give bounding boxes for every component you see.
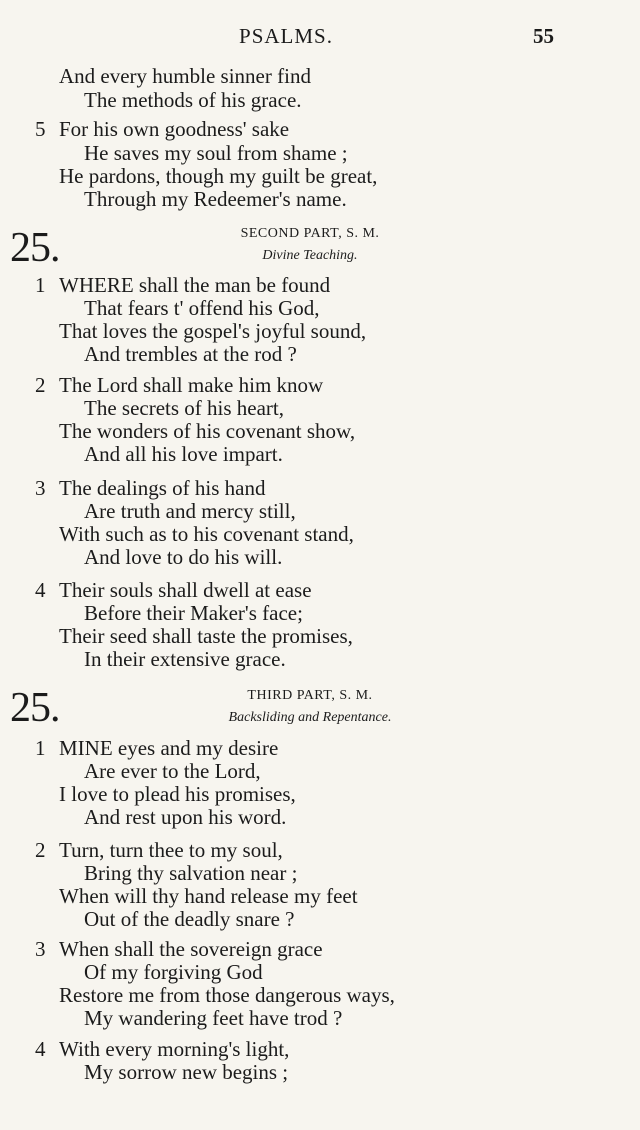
verse-line: Out of the deadly snare ? xyxy=(84,907,295,931)
verse-number: 3 xyxy=(35,937,46,961)
verse-line: Are ever to the Lord, xyxy=(84,759,261,783)
verse-line: My sorrow new begins ; xyxy=(84,1060,289,1084)
verse-line: With such as to his covenant stand, xyxy=(59,522,354,546)
page-number: 55 xyxy=(533,24,554,48)
verse-line: I love to plead his promises, xyxy=(59,782,296,806)
hymn-part-title: THIRD PART, S. M. xyxy=(247,688,373,703)
verse-line: And all his love impart. xyxy=(84,442,283,466)
verse-line: WHERE shall the man be found xyxy=(59,273,331,297)
verse-line: For his own goodness' sake xyxy=(59,117,290,141)
verse-number: 3 xyxy=(35,476,46,500)
verse-line: Of my forgiving God xyxy=(84,960,263,984)
verse-number: 4 xyxy=(35,578,46,602)
verse-line: And rest upon his word. xyxy=(84,805,287,829)
hymn-subtitle: Backsliding and Repentance. xyxy=(228,710,392,725)
page-header-title: PSALMS. xyxy=(239,24,333,48)
verse-line: The Lord shall make him know xyxy=(59,373,324,397)
verse-line: When will thy hand release my feet xyxy=(59,884,358,908)
verse-number: 2 xyxy=(35,373,46,397)
verse-line: Before their Maker's face; xyxy=(84,601,303,625)
verse-line: He saves my soul from shame ; xyxy=(84,141,348,165)
verse-line: Restore me from those dangerous ways, xyxy=(59,983,395,1007)
verse-number: 1 xyxy=(35,736,46,760)
verse-line: He pardons, though my guilt be great, xyxy=(59,164,378,188)
verse-line: MINE eyes and my desire xyxy=(59,736,279,760)
verse-line: Their souls shall dwell at ease xyxy=(59,578,312,602)
hymn-number: 25. xyxy=(10,225,60,271)
verse-line: The dealings of his hand xyxy=(59,476,266,500)
verse-line: Turn, turn thee to my soul, xyxy=(59,838,283,862)
verse-line: That fears t' offend his God, xyxy=(84,296,320,320)
verse-number: 4 xyxy=(35,1037,46,1061)
verse-line: In their extensive grace. xyxy=(84,647,286,671)
hymn-number: 25. xyxy=(10,685,60,731)
verse-line: And every humble sinner find xyxy=(59,64,311,88)
verse-line: The secrets of his heart, xyxy=(84,396,285,420)
hymn-subtitle: Divine Teaching. xyxy=(262,248,358,263)
verse-line: When shall the sovereign grace xyxy=(59,937,323,961)
verse-line: And trembles at the rod ? xyxy=(84,342,297,366)
verse-line: With every morning's light, xyxy=(59,1037,290,1061)
verse-line: My wandering feet have trod ? xyxy=(84,1006,343,1030)
verse-line: Are truth and mercy still, xyxy=(84,499,296,523)
verse-number: 1 xyxy=(35,273,46,297)
verse-line: Through my Redeemer's name. xyxy=(84,187,347,211)
verse-line: Bring thy salvation near ; xyxy=(84,861,298,885)
verse-line: Their seed shall taste the promises, xyxy=(59,624,353,648)
verse-line: And love to do his will. xyxy=(84,545,283,569)
verse-line: The methods of his grace. xyxy=(84,88,302,112)
verse-line: That loves the gospel's joyful sound, xyxy=(59,319,367,343)
verse-number: 2 xyxy=(35,838,46,862)
hymn-part-title: SECOND PART, S. M. xyxy=(240,226,380,241)
verse-line: The wonders of his covenant show, xyxy=(59,419,356,443)
verse-number: 5 xyxy=(35,117,46,141)
